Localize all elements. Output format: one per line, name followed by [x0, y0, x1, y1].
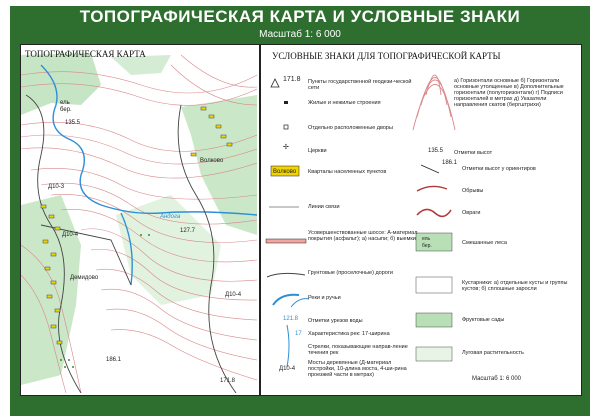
legend-value-oriented: 186.1 — [442, 160, 458, 166]
poster-title: ТОПОГРАФИЧЕСКАЯ КАРТА И УСЛОВНЫЕ ЗНАКИ — [79, 7, 521, 26]
legend-text-dirt: Грунтовые (проселочные) дороги — [308, 270, 393, 276]
legend-text-churches: Церкви — [308, 148, 327, 154]
height-label: 186.1 — [106, 357, 122, 363]
height-label: 171.8 — [220, 378, 236, 384]
legend-text-buildings: Жилые и нежилые строения — [308, 100, 381, 106]
footer-strip — [10, 396, 590, 416]
triangle-icon — [271, 79, 279, 87]
legend-mixed-b: бер. — [422, 243, 432, 249]
poster-scale: Масштаб 1: 6 000 — [259, 29, 341, 40]
building-icon — [284, 101, 288, 104]
forest-label: бер. — [60, 107, 72, 113]
topographic-map — [21, 45, 257, 393]
legend-text-rivers: Реки и ручьи — [308, 295, 341, 301]
river-icon — [291, 299, 309, 307]
legend-text-highway: Усовершенствованные шоссе: А-материал покрытия (асфальт); а) насыпи; б) выемки — [308, 230, 418, 242]
height-label: 127.7 — [180, 228, 196, 234]
height-oriented-icon — [421, 165, 439, 173]
legend-text-yards: Отдельно расположенные дворы — [308, 125, 393, 131]
legend-text-river-char: Характеристика рек: 17-ширина — [308, 331, 390, 337]
legend-text-heights: Отметки высот — [454, 150, 493, 156]
legend-mixed-a: ель — [422, 236, 431, 242]
legend-text-flow: Стрелки, показывающие направ-ление течения рек — [308, 344, 408, 356]
bridge-label: Д10-3 — [48, 184, 65, 190]
legend-text-bridges: Мосты деревянные (Д-материал постройки, 10-длина моста, 4-ши-рина проезжей части в метрах) — [308, 360, 407, 378]
legend-text-geodetic: Пункты государственной геодези-ческой сети — [308, 79, 412, 91]
legend-text-meadow: Луговая растительность — [462, 350, 524, 356]
village-label: Волково — [200, 158, 224, 164]
legend-scale: Масштаб 1: 6 000 — [472, 376, 522, 382]
yard-icon — [284, 125, 288, 129]
legend-text-cliffs: Обрывы — [462, 188, 484, 194]
bridge-label: Д10-4 — [62, 232, 79, 238]
height-label: 135.5 — [65, 120, 81, 126]
village-label: Демидово — [70, 275, 99, 281]
legend-value-level: 121.8 — [283, 316, 299, 322]
meadow-icon — [416, 347, 452, 361]
church-icon: ✢ — [283, 144, 289, 151]
highway-icon — [266, 239, 306, 243]
legend-text-comm: Линии связи — [308, 204, 340, 210]
bush-icon — [416, 277, 452, 293]
legend-title: УСЛОВНЫЕ ЗНАКИ ДЛЯ ТОПОГРАФИЧЕСКОЙ КАРТЫ — [272, 51, 501, 61]
legend-value-geodetic: 171.8 — [283, 76, 301, 83]
contour-symbol — [413, 75, 455, 130]
legend-value-height: 135.5 — [428, 148, 444, 154]
forest-label: ель — [60, 100, 70, 106]
river-label: Андога — [160, 214, 181, 220]
legend-value-width: 17 — [295, 331, 302, 337]
legend-text-contours: а) Горизонтали основные б) Горизонтали основные утолщенные в) Дополнительные горизонтали (полугоризонтали) г) Подписи горизонталей в метрах д) Указатели направления скатов (бергштрихи) — [454, 78, 564, 108]
river-icon — [273, 295, 299, 305]
legend-text-mixed: Смешанные леса — [462, 240, 507, 246]
map-title: ТОПОГРАФИЧЕСКАЯ КАРТА — [25, 49, 146, 59]
orchard-icon — [416, 313, 452, 327]
legend-village-sample: Волково — [273, 169, 297, 175]
ravine-icon — [417, 209, 451, 216]
legend-text-orchards: Фруктовые сады — [462, 317, 505, 323]
legend-value-bridge: Д10-4 — [279, 366, 296, 372]
legend-text-blocks: Кварталы населенных пунктов — [308, 169, 387, 175]
legend-text-water-level: Отметки урезов воды — [308, 318, 363, 324]
bridge-label: Д10-4 — [225, 292, 242, 298]
legend-text-bushes: Кустарники: а) отдельные кусты и группы кустов; б) сплошные заросли — [462, 280, 568, 292]
cliff-icon — [417, 186, 447, 191]
river-char-icon — [287, 325, 289, 367]
dirt-road-icon — [267, 273, 305, 277]
legend-text-ravines: Овраги — [462, 210, 481, 216]
legend-text-height-oriented: Отметки высот у ориентиров — [462, 166, 536, 172]
